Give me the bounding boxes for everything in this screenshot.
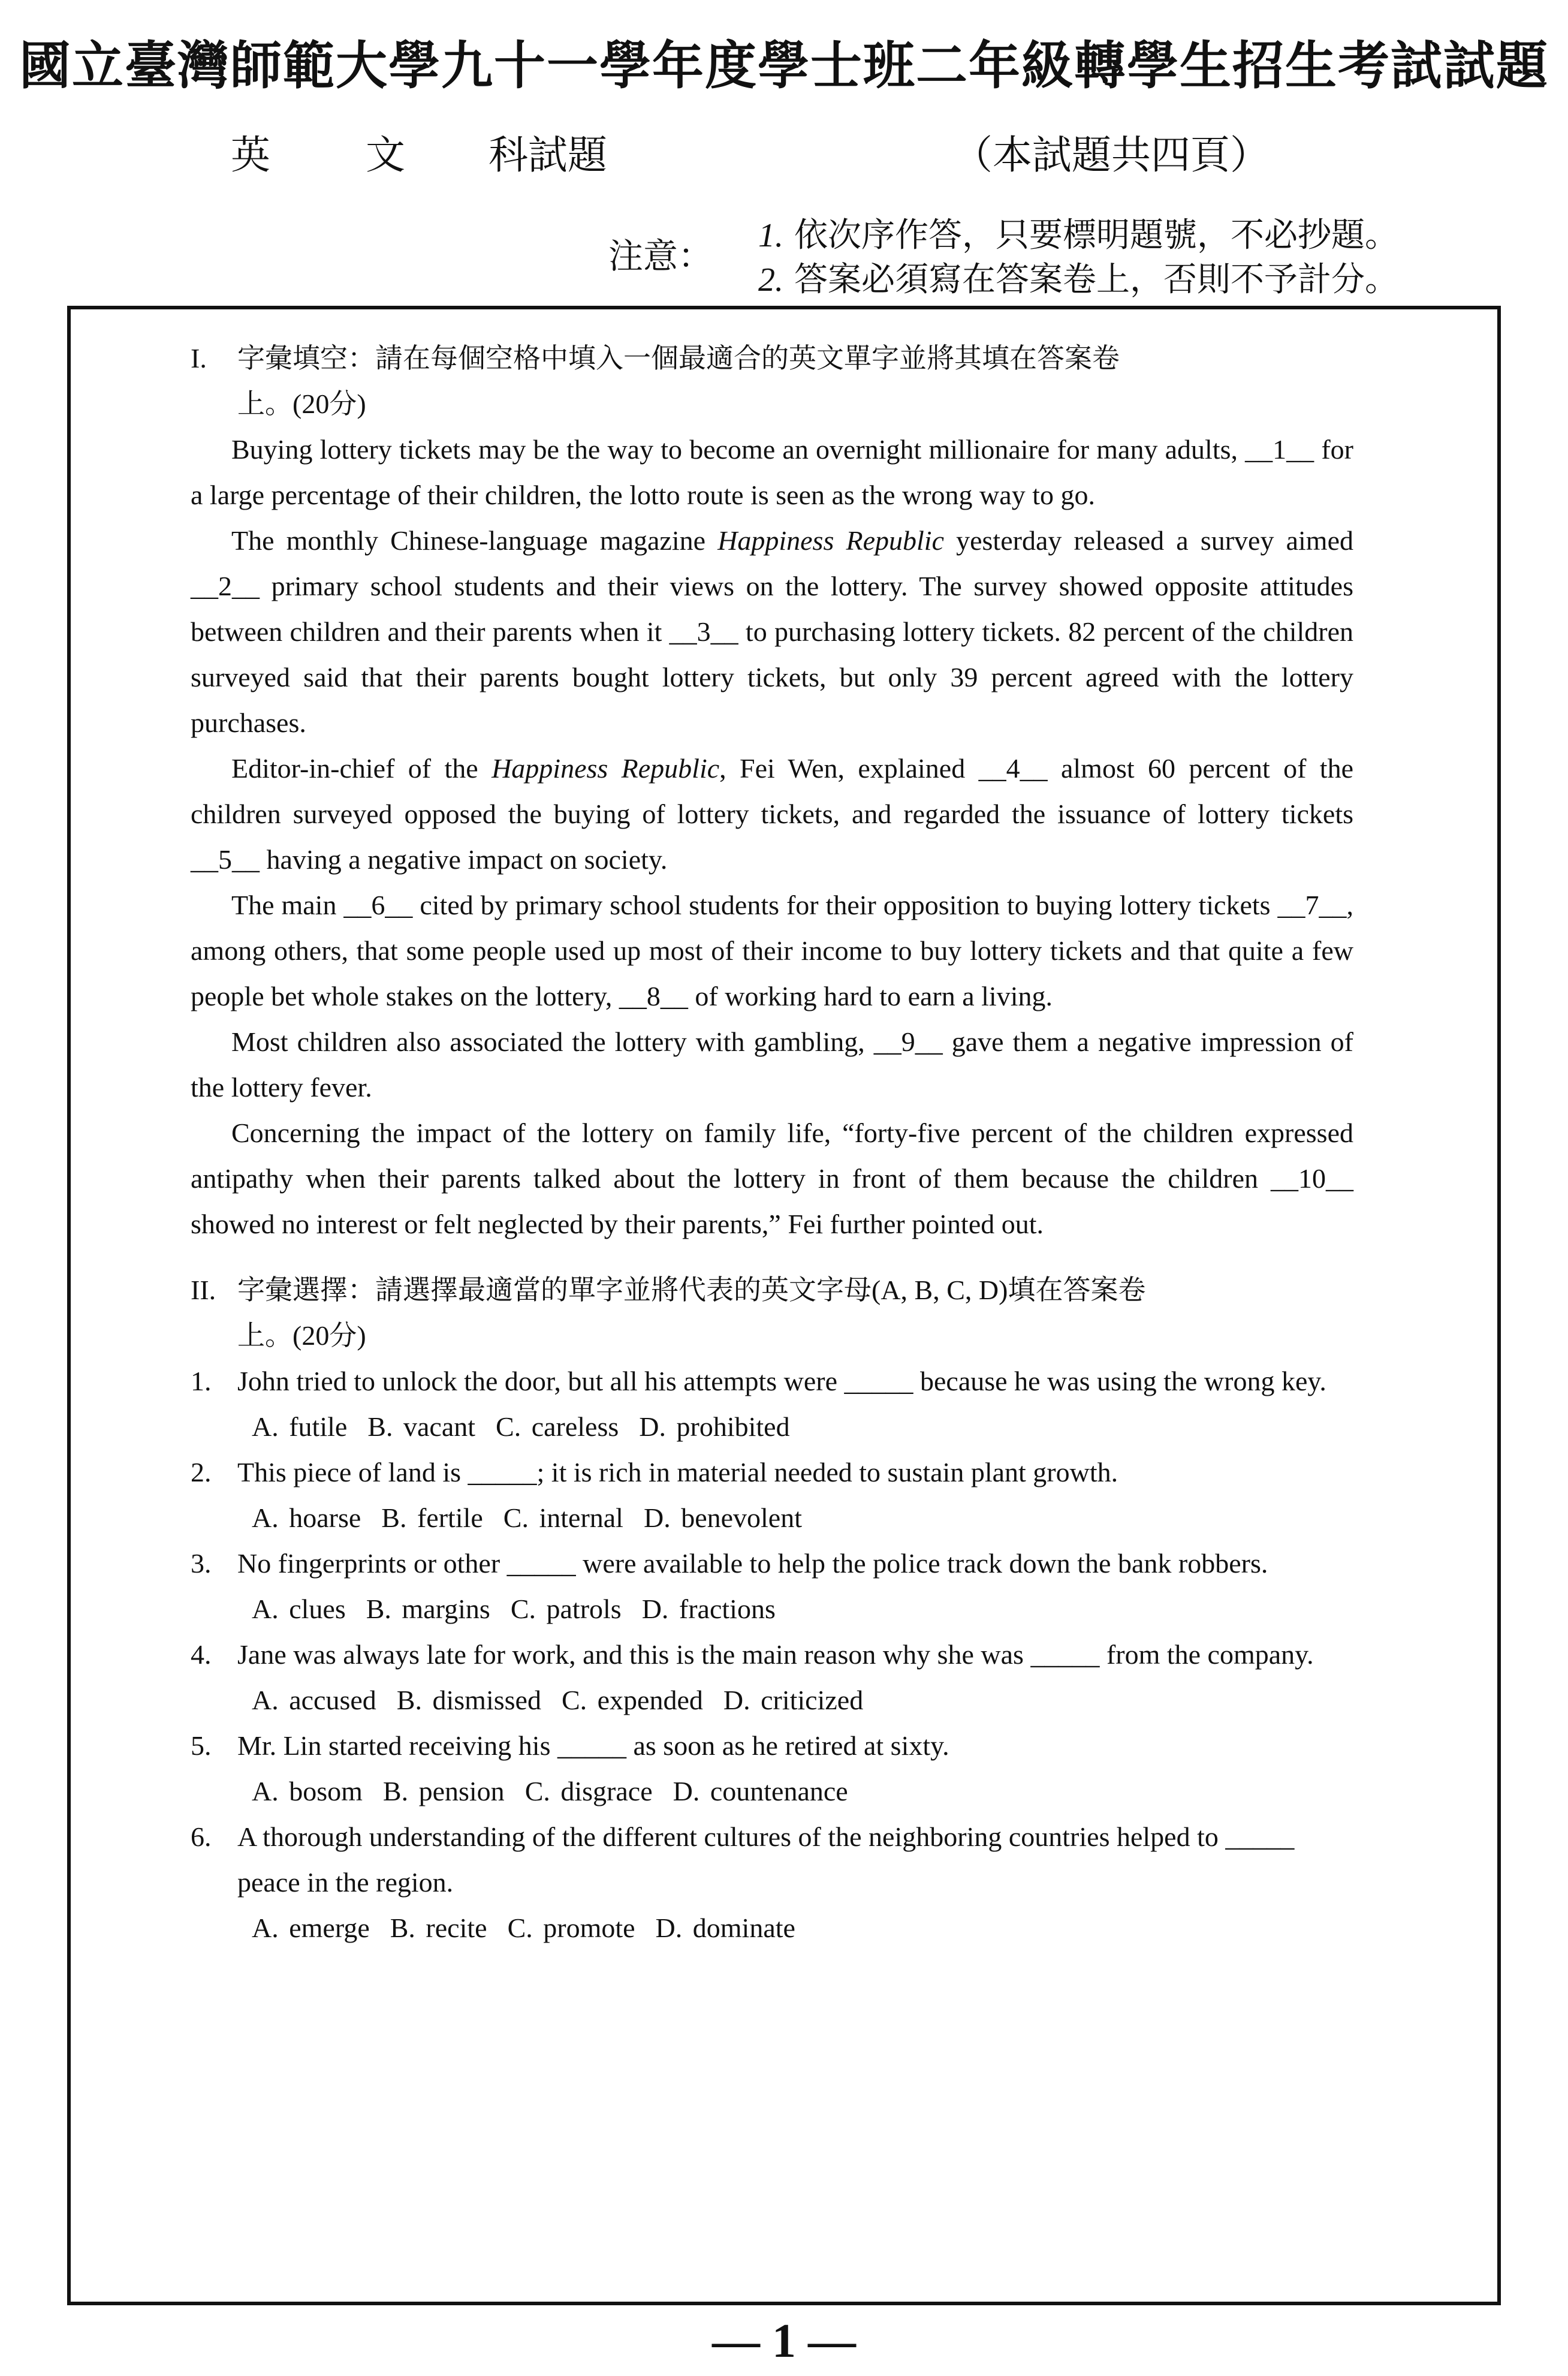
- option-c: C. careless: [496, 1411, 619, 1442]
- option-d: D. dominate: [655, 1913, 795, 1943]
- question-text: Mr. Lin started receiving his _____ as soon as he retired at sixty.: [237, 1730, 949, 1761]
- paragraph-text: , Fei Wen, explained __4__ almost 60 percent of the children surveyed opposed the buying of lottery tickets, and regarded the issuance of lottery tickets __5__ having a negative impact on society.: [191, 753, 1353, 875]
- option-a: A. clues: [252, 1594, 346, 1624]
- option-a: A. accused: [252, 1685, 376, 1715]
- option-d: D. benevolent: [643, 1502, 802, 1533]
- option-b: B. dismissed: [396, 1685, 541, 1715]
- notes-label: 注意：: [608, 237, 713, 276]
- question-text: This piece of land is _____; it is rich in material needed to sustain plant growth.: [237, 1457, 1118, 1487]
- question-number: 3.: [191, 1548, 212, 1579]
- section1-number: I.: [191, 343, 207, 374]
- option-a: A. emerge: [252, 1913, 370, 1943]
- section1-heading: [191, 336, 1353, 427]
- question-4-options: [191, 1678, 1353, 1723]
- option-c: C. promote: [507, 1913, 635, 1943]
- exam-title: 國立臺灣師範大學九十一學年度學士班二年級轉學生招生考試試題: [19, 37, 1549, 95]
- subject-char-3: 科試題: [489, 134, 607, 177]
- note-text: 依次序作答，只要標明題號，不必抄題。: [794, 217, 1398, 254]
- option-b: B. recite: [390, 1913, 487, 1943]
- passage-paragraph-6: Concerning the impact of the lottery on family life, “forty-five percent of the children expressed antipathy when their parents talked about the lottery in front of them because the children __10__ showed no interest or felt neglected by their parents,” Fei further pointed out.: [191, 1118, 1353, 1239]
- option-d: D. criticized: [723, 1685, 864, 1715]
- passage-paragraph-1: Buying lottery tickets may be the way to become an overnight millionaire for many adults, __1__ for a large percentage of their children, the lotto route is seen as the wrong way to go.: [191, 434, 1353, 510]
- question-6-options: [191, 1905, 1353, 1951]
- note-number: 1.: [758, 217, 783, 254]
- question-text: A thorough understanding of the different cultures of the neighboring countries helped to _____ peace in the region.: [237, 1821, 1295, 1898]
- option-a: A. futile: [252, 1411, 348, 1442]
- option-b: B. fertile: [381, 1502, 483, 1533]
- option-b: B. margins: [366, 1594, 490, 1624]
- section2-heading: [191, 1267, 1353, 1359]
- question-2: [191, 1450, 1353, 1495]
- paragraph-text: The monthly Chinese-language magazine: [231, 525, 718, 556]
- option-c: C. internal: [503, 1502, 623, 1533]
- question-1: [191, 1359, 1353, 1404]
- option-a: A. hoarse: [252, 1502, 361, 1533]
- question-number: 6.: [191, 1821, 212, 1852]
- question-3-options: [191, 1586, 1353, 1632]
- note-item-2: [758, 253, 1398, 301]
- question-number: 4.: [191, 1639, 212, 1670]
- passage-paragraph-3: [191, 746, 1353, 883]
- section2-title-line1: 字彙選擇：請選擇最適當的單字並將代表的英文字母(A, B, C, D)填在答案卷: [237, 1275, 1146, 1305]
- section2-number: II.: [191, 1275, 216, 1305]
- question-5-options: [191, 1769, 1353, 1814]
- question-number: 2.: [191, 1457, 212, 1487]
- question-4: [191, 1632, 1353, 1678]
- question-2-options: [191, 1495, 1353, 1541]
- subject-char-1: 英: [231, 134, 270, 177]
- exam-content: [191, 336, 1353, 1951]
- question-text: Jane was always late for work, and this is the main reason why she was _____ from the company.: [237, 1639, 1314, 1670]
- paragraph-text: Editor-in-chief of the: [231, 753, 492, 784]
- passage-paragraph-5: Most children also associated the lottery with gambling, __9__ gave them a negative impression of the lottery fever.: [191, 1026, 1353, 1103]
- question-text: No fingerprints or other _____ were available to help the police track down the bank robbers.: [237, 1548, 1268, 1579]
- question-number: 1.: [191, 1366, 212, 1396]
- question-text: John tried to unlock the door, but all his attempts were _____ because he was using the wrong key.: [237, 1366, 1326, 1396]
- option-a: A. bosom: [252, 1776, 363, 1806]
- passage-paragraph-2: [191, 518, 1353, 746]
- option-c: C. disgrace: [524, 1776, 653, 1806]
- note-text: 答案必須寫在答案卷上，否則不予計分。: [794, 261, 1398, 299]
- note-number: 2.: [758, 261, 783, 299]
- note-item-1: [758, 209, 1398, 257]
- question-1-options: [191, 1404, 1353, 1450]
- section1-title-line2: 上。(20分): [237, 389, 366, 419]
- magazine-name: Happiness Republic: [717, 525, 944, 556]
- option-c: C. expended: [561, 1685, 703, 1715]
- option-c: C. patrols: [510, 1594, 622, 1624]
- option-b: B. pension: [382, 1776, 505, 1806]
- question-3: [191, 1541, 1353, 1586]
- section2-title-line2: 上。(20分): [237, 1320, 366, 1351]
- pages-note: （本試題共四頁）: [953, 134, 1270, 177]
- question-6: [191, 1814, 1353, 1905]
- page-number: — 1 —: [712, 2315, 856, 2368]
- passage-paragraph-4: The main __6__ cited by primary school students for their opposition to buying lottery tickets __7__, among others, that some people used up most of their income to buy lottery tickets and that quite a few people bet whole stakes on the lottery, __8__ of working hard to earn a living.: [191, 890, 1353, 1011]
- question-5: [191, 1723, 1353, 1769]
- section1-title-line1: 字彙填空：請在每個空格中填入一個最適合的英文單字並將其填在答案卷: [237, 343, 1120, 374]
- paragraph-text: yesterday released a survey aimed __2__ primary school students and their views on the lottery. The survey showed opposite attitudes between children and their parents when it __3__ to purchasing lottery tickets. 82 percent of the children surveyed said that their parents bought lottery tickets, but only 39 percent agreed with the lottery purchases.: [191, 525, 1353, 738]
- option-d: D. prohibited: [639, 1411, 790, 1442]
- option-b: B. vacant: [367, 1411, 476, 1442]
- question-number: 5.: [191, 1730, 212, 1761]
- option-d: D. fractions: [641, 1594, 776, 1624]
- option-d: D. countenance: [673, 1776, 848, 1806]
- subject-char-2: 文: [366, 134, 405, 177]
- magazine-name: Happiness Republic: [491, 753, 720, 784]
